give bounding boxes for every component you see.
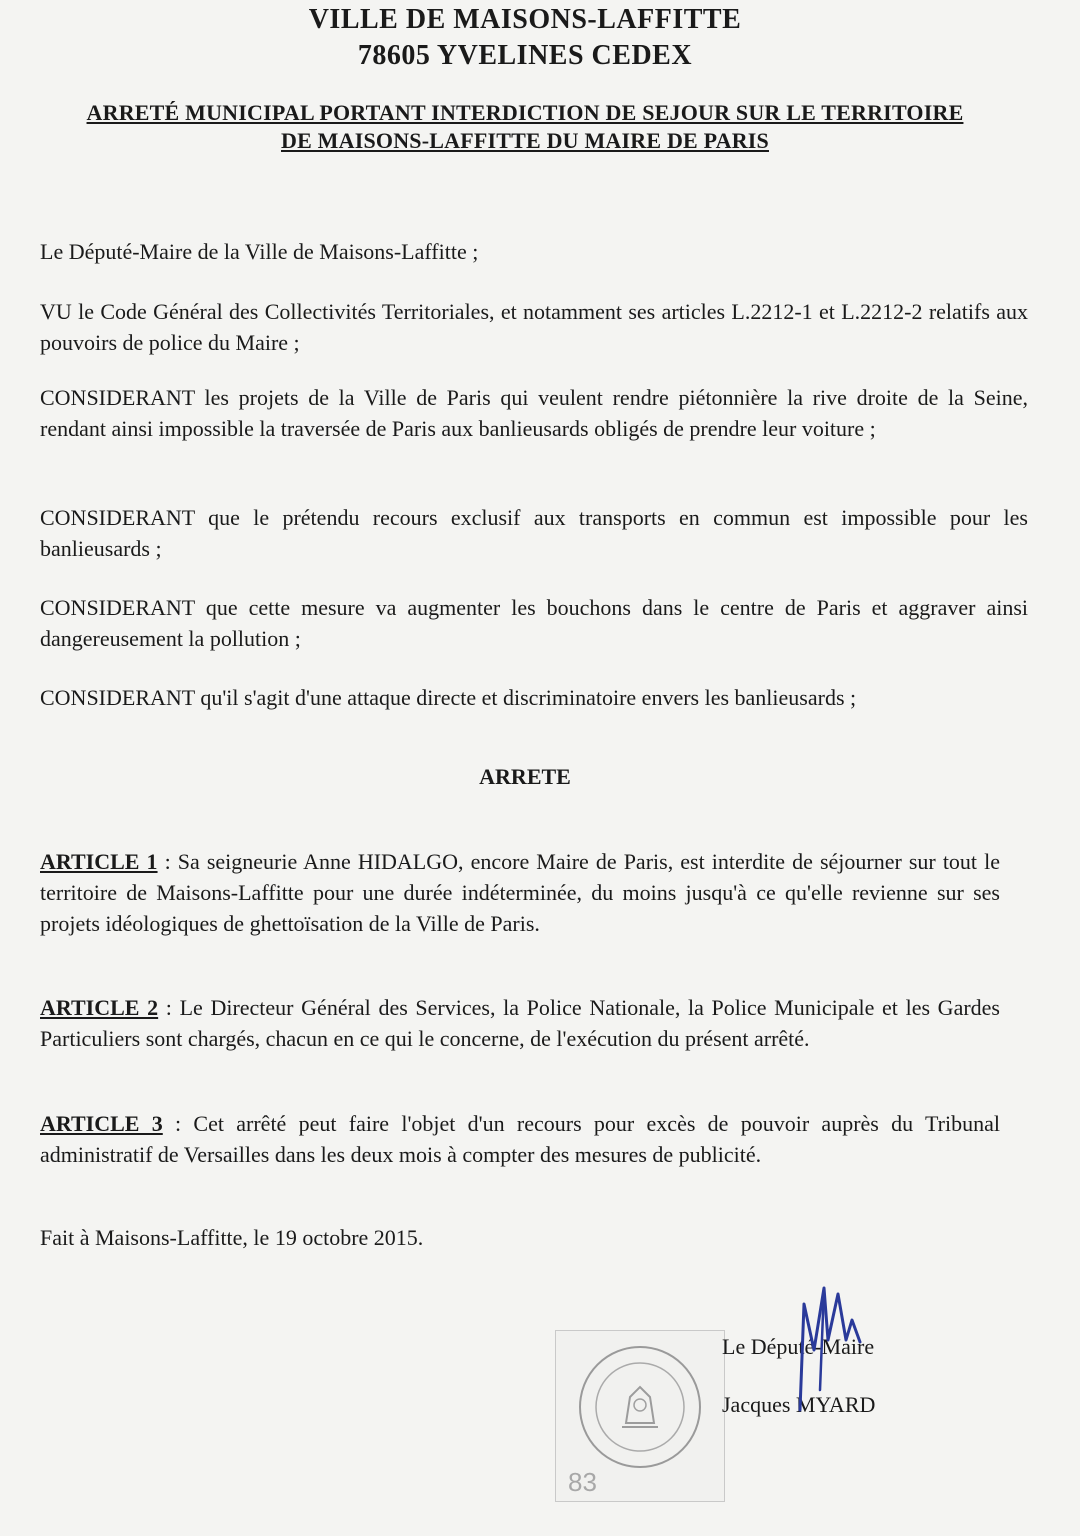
signatory-name: Jacques MYARD — [722, 1392, 876, 1417]
intro-paragraph: Le Député-Maire de la Ville de Maisons-Laffitte ; — [40, 239, 479, 264]
article-2-text: : Le Directeur Général des Services, la Police Nationale, la Police Municipale et les Gardes Particuliers sont chargés, chacun en ce qui le concerne, de l'exécution du présent arrêté. — [40, 995, 1000, 1051]
considerant-paragraph-3: CONSIDERANT que cette mesure va augmenter les bouchons dans le centre de Paris et aggraver ainsi dangereusement la pollution ; — [40, 595, 1028, 651]
article-3-label: ARTICLE 3 — [40, 1111, 163, 1136]
official-stamp — [555, 1330, 725, 1502]
postal-header: 78605 YVELINES CEDEX — [357, 40, 693, 71]
article-1-label: ARTICLE 1 — [40, 849, 158, 874]
article-3-text: : Cet arrêté peut faire l'objet d'un recours pour excès de pouvoir auprès du Tribunal administratif de Versailles dans les deux mois à compter des mesures de publicité. — [40, 1111, 1000, 1167]
signatory-role: Le Député-Maire — [722, 1334, 875, 1359]
article-1-text: : Sa seigneurie Anne HIDALGO, encore Maire de Paris, est interdite de séjourner sur tout le territoire de Maisons-Laffitte pour une durée indéterminée, du moins jusqu'à ce qu'elle revienne sur ses projets idéologiques de ghettoïsation de la Ville de Paris. — [40, 849, 1000, 936]
considerant-paragraph-2: CONSIDERANT que le prétendu recours exclusif aux transports en commun est impossible pour les banlieusards ; — [40, 505, 1028, 561]
article-3 — [40, 1108, 1000, 1170]
city-header: VILLE DE MAISONS-LAFFITTE — [308, 4, 742, 35]
closing-line: Fait à Maisons-Laffitte, le 19 octobre 2015. — [40, 1225, 424, 1250]
considerant-paragraph-4: CONSIDERANT qu'il s'agit d'une attaque directe et discriminatoire envers les banlieusards ; — [40, 685, 857, 710]
vu-paragraph: VU le Code Général des Collectivités Territoriales, et notamment ses articles L.2212-1 et L.2212-2 relatifs aux pouvoirs de police du Maire ; — [40, 299, 1028, 355]
considerant-paragraph-1: CONSIDERANT les projets de la Ville de Paris qui veulent rendre piétonnière la rive droite de la Seine, rendant ainsi impossible la traversée de Paris aux banlieusards obligés de prendre leur voiture ; — [40, 385, 1028, 441]
article-1 — [40, 846, 1000, 939]
title-line-1: ARRETÉ MUNICIPAL PORTANT INTERDICTION DE SEJOUR SUR LE TERRITOIRE — [86, 100, 964, 125]
seal-icon — [556, 1331, 724, 1501]
arrete-heading: ARRETE — [479, 764, 571, 789]
article-2 — [40, 992, 1000, 1054]
article-2-label: ARTICLE 2 — [40, 995, 159, 1020]
handwritten-signature — [790, 1280, 870, 1420]
stamp-number: 83 — [568, 1467, 597, 1497]
title-line-2: DE MAISONS-LAFFITTE DU MAIRE DE PARIS — [281, 128, 769, 153]
